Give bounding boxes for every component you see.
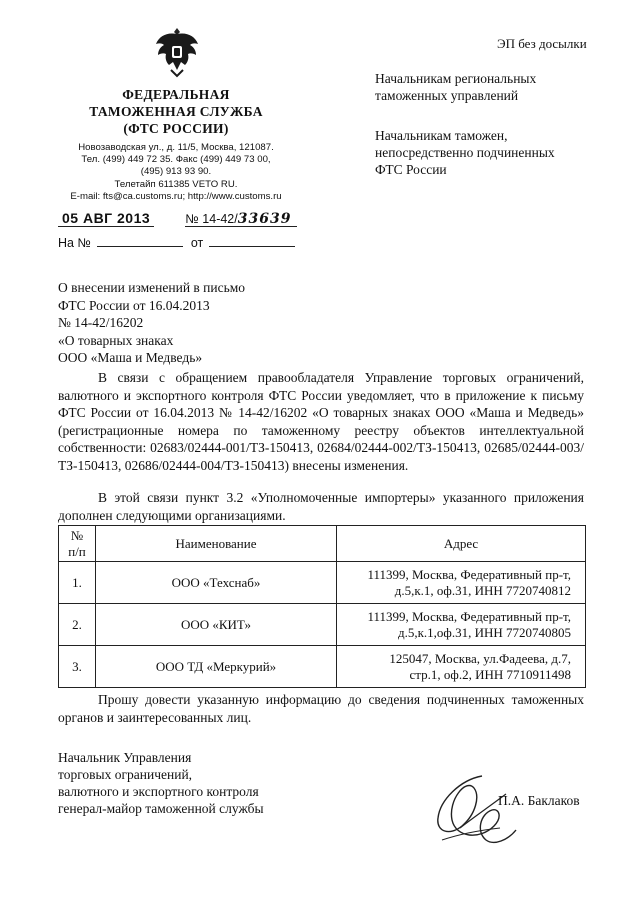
header-number: № п/п: [59, 526, 96, 562]
reply-from-label: от: [190, 236, 204, 250]
registration-number-handwritten: 33639: [237, 211, 292, 227]
signatory-title: [58, 749, 264, 817]
signatory-line: торговых ограничений,: [58, 767, 193, 782]
subject-line: № 14-42/16202: [58, 315, 144, 330]
row-number: 1.: [59, 562, 96, 604]
body-paragraph-2: В этой связи пункт 3.2 «Уполномоченные импортеры» указанного приложения дополнен следующими организациями.: [58, 490, 584, 523]
table-row: [59, 562, 586, 604]
signatory-name: П.А. Баклаков: [498, 793, 580, 808]
org-line-3: (ФТС РОССИИ): [123, 121, 229, 136]
signatory-line: генерал-майор таможенной службы: [58, 801, 264, 816]
org-line-1: ФЕДЕРАЛЬНАЯ: [122, 87, 230, 102]
org-contacts: [60, 142, 292, 203]
reply-on-number-label: На №: [58, 236, 91, 250]
org-address: Новозаводская ул., д. 11/5, Москва, 121087.: [78, 142, 274, 153]
registration-number: [185, 212, 297, 227]
table-row: [59, 646, 586, 688]
org-email: E-mail: fts@ca.customs.ru; http://www.customs.ru: [70, 190, 282, 202]
row-company-name: ООО ТД «Меркурий»: [96, 646, 337, 688]
addressee-line: таможенных управлений: [375, 88, 519, 103]
addressee-line: Начальникам таможен,: [375, 128, 508, 143]
letter-subject: [58, 279, 245, 367]
addressee-line: ФТС России: [375, 162, 447, 177]
importers-table: [58, 525, 586, 688]
row-company-name: ООО «КИТ»: [96, 604, 337, 646]
table-row: [59, 604, 586, 646]
registration-line: [58, 210, 297, 227]
table-header-row: [59, 526, 586, 562]
handwritten-signature-icon: [420, 770, 530, 850]
organization-name: [60, 86, 292, 137]
addressee-regional: [375, 70, 536, 104]
header-address: Адрес: [337, 526, 586, 562]
row-company-name: ООО «Техснаб»: [96, 562, 337, 604]
registration-date: 05 АВГ 2013: [58, 210, 154, 227]
org-teletype: Телетайп 611385 VETO RU.: [114, 178, 238, 190]
subject-line: «О товарных знаках: [58, 332, 174, 348]
addressee-line: Начальникам региональных: [375, 71, 537, 86]
subject-line: ФТС России от 16.04.2013: [58, 297, 210, 313]
row-address: 111399, Москва, Федеративный пр-т, д.5,к.1,оф.31, ИНН 7720740805: [337, 604, 586, 646]
row-number: 2.: [59, 604, 96, 646]
row-number: 3.: [59, 646, 96, 688]
reply-reference-line: [58, 236, 295, 250]
signatory-line: валютного и экспортного контроля: [58, 784, 259, 799]
dispatch-note: ЭП без досылки: [497, 36, 587, 51]
row-address: 125047, Москва, ул.Фадеева, д.7, стр.1, оф.2, ИНН 7710911498: [337, 646, 586, 688]
org-phones-2: (495) 913 93 90.: [140, 166, 212, 178]
row-address: 111399, Москва, Федеративный пр-т, д.5,к.1, оф.31, ИНН 7720740812: [337, 562, 586, 604]
reply-date-blank: [209, 246, 295, 247]
org-line-2: ТАМОЖЕННАЯ СЛУЖБА: [89, 104, 263, 119]
coat-of-arms-emblem-icon: [153, 24, 201, 78]
registration-number-prefix: № 14-42/: [185, 212, 238, 226]
header-name: Наименование: [96, 526, 337, 562]
body-paragraph-1: В связи с обращением правообладателя Управление торговых ограничений, валютного и экспортного контроля ФТС России уведомляет, что в приложение к письму ФТС России от 16.04.2013 № 14-42/16202 «О товарных знаках ООО «Маша и Медведь» (регистрационные номера по таможенному реестру объектов интеллектуальной собственности: 02683/02444-001/ТЗ-150413, 02684/02444-002/ТЗ-150413, 02685/02444-003/ТЗ-150413, 02686/02444-004/ТЗ-150413) внесены изменения.: [58, 370, 584, 473]
org-phones: Тел. (499) 449 72 35. Факс (499) 449 73 00,: [81, 154, 271, 166]
subject-line: О внесении изменений в письмо: [58, 280, 246, 295]
addressee-customs: [375, 127, 555, 178]
signatory-line: Начальник Управления: [58, 750, 192, 765]
reply-number-blank: [97, 246, 183, 247]
subject-line: ООО «Маша и Медведь»: [58, 350, 203, 365]
body-paragraph-3: Прошу довести указанную информацию до сведения подчиненных таможенных органов и заинтересованных лиц.: [58, 692, 584, 725]
addressee-line: непосредственно подчиненных: [375, 145, 555, 160]
